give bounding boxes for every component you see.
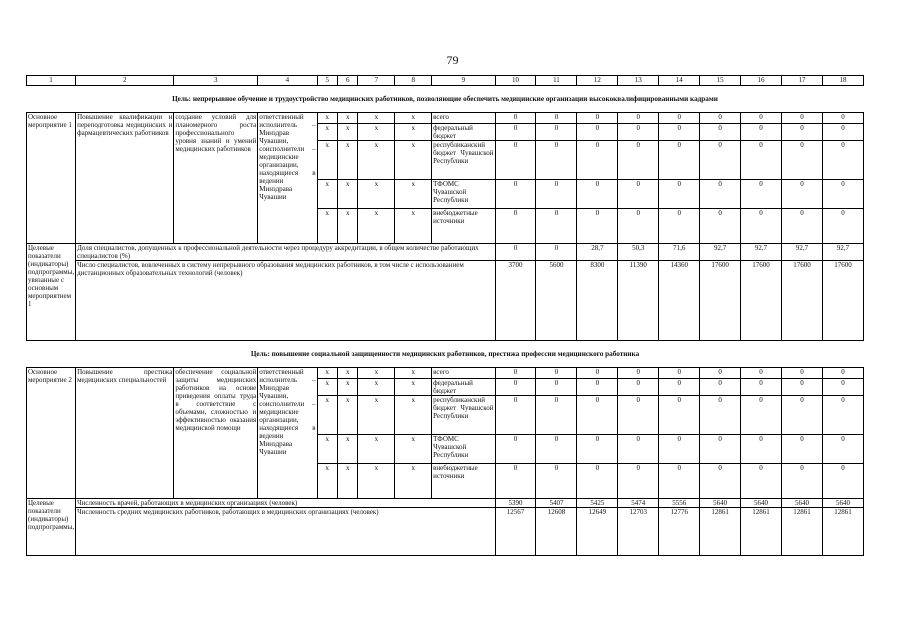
code-mark-cell: x [317,396,337,435]
indicator-row [27,499,864,508]
column-number-cell: 9 [432,76,495,86]
indicator-value: 12608 [536,508,577,556]
funding-value: 0 [822,209,863,244]
indicator-name: Доля специалистов, допущенных к профессиональной деятельности через процедуру аккредитации, в общем количестве работающих специалистов (%) [76,244,495,261]
code-mark-cell: x [317,141,337,180]
code-mark-cell: x [317,209,337,244]
funding-source: республиканский бюджет Чувашской Республики [432,141,495,180]
code-mark-cell: x [338,124,358,141]
code-mark-cell: x [358,124,395,141]
funding-value: 0 [659,435,700,464]
column-number-cell: 18 [822,76,863,86]
goal-title: Цель: повышение социальной защищенности медицинских работников, престижа профессии медицинского работника [27,341,864,368]
funding-value: 0 [577,180,618,209]
column-number-cell: 2 [76,76,174,86]
code-mark-cell: x [358,141,395,180]
funding-value: 0 [822,368,863,379]
code-mark-cell: x [358,379,395,396]
goal-title: Цель: непрерывное обучение и трудоустройство медицинских работников, позволяющие обеспечить медицинские организации высококвалифицированными кадрами [27,86,864,113]
funding-value: 0 [659,396,700,435]
column-number-cell: 14 [659,76,700,86]
funding-value: 0 [700,464,741,499]
indicator-value: 5640 [700,499,741,508]
funding-value: 0 [618,124,659,141]
indicator-value: 71,6 [659,244,700,261]
funding-value: 0 [536,379,577,396]
event-name: Основное мероприятие 2 [27,368,76,499]
funding-value: 0 [536,368,577,379]
indicator-name: Численность врачей, работающих в медицинских организациях (человек) [76,499,495,508]
code-mark-cell: x [358,368,395,379]
indicator-value: 17600 [782,261,823,341]
funding-value: 0 [700,180,741,209]
funding-value: 0 [822,180,863,209]
funding-value: 0 [536,124,577,141]
funding-source: внебюджетные источники [432,209,495,244]
funding-value: 0 [577,113,618,124]
indicator-value: 5600 [536,261,577,341]
indicator-value: 3700 [495,261,536,341]
funding-value: 0 [700,368,741,379]
code-mark-cell: x [338,464,358,499]
event-description: Повышение квалификации и переподготовка медицинских и фармацевтических работников [76,113,174,244]
funding-value: 0 [577,124,618,141]
goal-row [27,341,864,368]
funding-source: республиканский бюджет Чувашской Республики [432,396,495,435]
indicator-value: 92,7 [741,244,782,261]
funding-value: 0 [782,435,823,464]
funding-value: 0 [700,113,741,124]
indicator-value: 12776 [659,508,700,556]
funding-row [27,113,864,124]
column-number-cell: 17 [782,76,823,86]
funding-value: 0 [618,368,659,379]
column-number-row [27,76,864,86]
code-mark-cell: x [395,113,432,124]
indicator-value: 92,7 [822,244,863,261]
indicator-value: 12861 [822,508,863,556]
funding-value: 0 [700,379,741,396]
indicator-value: 8300 [577,261,618,341]
funding-value: 0 [577,464,618,499]
goal-row [27,86,864,113]
code-mark-cell: x [317,464,337,499]
code-mark-cell: x [395,180,432,209]
funding-value: 0 [782,396,823,435]
funding-value: 0 [822,396,863,435]
funding-value: 0 [822,113,863,124]
column-number-cell: 1 [27,76,76,86]
indicator-value: 12703 [618,508,659,556]
code-mark-cell: x [338,435,358,464]
funding-value: 0 [741,209,782,244]
funding-value: 0 [536,209,577,244]
funding-value: 0 [741,141,782,180]
funding-value: 0 [782,379,823,396]
code-mark-cell: x [338,379,358,396]
funding-value: 0 [495,379,536,396]
code-mark-cell: x [317,368,337,379]
column-number-cell: 6 [338,76,358,86]
funding-value: 0 [618,464,659,499]
indicator-row [27,508,864,556]
funding-value: 0 [495,464,536,499]
funding-value: 0 [495,368,536,379]
code-mark-cell: x [317,435,337,464]
indicator-value: 5640 [741,499,782,508]
indicator-value: 12861 [741,508,782,556]
column-number-cell: 3 [174,76,258,86]
funding-value: 0 [782,368,823,379]
funding-value: 0 [700,141,741,180]
funding-value: 0 [618,141,659,180]
code-mark-cell: x [358,396,395,435]
funding-value: 0 [822,379,863,396]
code-mark-cell: x [338,209,358,244]
code-mark-cell: x [317,124,337,141]
funding-value: 0 [741,435,782,464]
column-number-cell: 5 [317,76,337,86]
funding-value: 0 [536,180,577,209]
funding-value: 0 [618,435,659,464]
indicator-value: 5556 [659,499,700,508]
funding-value: 0 [822,124,863,141]
indicator-value: 5640 [822,499,863,508]
indicators-label: Целевые показатели (индикаторы) подпрограммы, [27,499,76,556]
event-result: обеспечение социальной защиты медицинских работников на основе приведения оплаты труда в соответствие с объемами, сложностью и эффективностью оказания медицинской помощи [174,368,258,499]
code-mark-cell: x [358,113,395,124]
funding-value: 0 [741,124,782,141]
funding-value: 0 [741,379,782,396]
code-mark-cell: x [395,379,432,396]
funding-value: 0 [618,379,659,396]
funding-value: 0 [659,124,700,141]
funding-value: 0 [536,435,577,464]
funding-source: всего [432,368,495,379]
event-result: создание условий для планомерного роста профессионального уровня знаний и умений медицинских работников [174,113,258,244]
indicator-value: 28,7 [577,244,618,261]
indicator-row [27,244,864,261]
indicator-value: 17600 [822,261,863,341]
funding-value: 0 [495,180,536,209]
funding-source: федеральный бюджет [432,124,495,141]
funding-value: 0 [822,435,863,464]
funding-value: 0 [659,180,700,209]
funding-value: 0 [659,141,700,180]
funding-value: 0 [577,396,618,435]
funding-value: 0 [700,396,741,435]
column-number-cell: 7 [358,76,395,86]
code-mark-cell: x [358,464,395,499]
code-mark-cell: x [395,209,432,244]
code-mark-cell: x [317,180,337,209]
funding-value: 0 [659,113,700,124]
indicator-value: 11390 [618,261,659,341]
funding-value: 0 [700,435,741,464]
code-mark-cell: x [395,396,432,435]
indicator-value: 0 [536,244,577,261]
column-number-cell: 11 [536,76,577,86]
indicator-value: 5474 [618,499,659,508]
funding-value: 0 [822,141,863,180]
funding-value: 0 [741,113,782,124]
funding-value: 0 [700,209,741,244]
funding-value: 0 [536,396,577,435]
funding-value: 0 [577,379,618,396]
funding-value: 0 [495,396,536,435]
funding-value: 0 [577,435,618,464]
funding-value: 0 [618,396,659,435]
indicator-value: 0 [495,244,536,261]
code-mark-cell: x [317,113,337,124]
indicator-value: 5407 [536,499,577,508]
funding-value: 0 [782,124,823,141]
column-number-cell: 8 [395,76,432,86]
funding-value: 0 [782,464,823,499]
funding-source: федеральный бюджет [432,379,495,396]
indicator-value: 14360 [659,261,700,341]
code-mark-cell: x [395,124,432,141]
indicator-value: 17600 [700,261,741,341]
page-number: 79 [446,53,459,67]
funding-value: 0 [782,141,823,180]
indicator-value: 12649 [577,508,618,556]
funding-value: 0 [741,396,782,435]
funding-value: 0 [495,209,536,244]
funding-value: 0 [536,464,577,499]
funding-value: 0 [659,368,700,379]
code-mark-cell: x [358,435,395,464]
indicator-value: 5390 [495,499,536,508]
funding-value: 0 [536,141,577,180]
funding-value: 0 [577,368,618,379]
funding-value: 0 [741,464,782,499]
column-number-cell: 15 [700,76,741,86]
code-mark-cell: x [338,396,358,435]
column-number-cell: 12 [577,76,618,86]
funding-value: 0 [741,180,782,209]
funding-source: ТФОМС Чувашской Республики [432,180,495,209]
code-mark-cell: x [317,379,337,396]
code-mark-cell: x [338,113,358,124]
column-number-cell: 13 [618,76,659,86]
indicator-name: Число специалистов, вовлеченных в систему непрерывного образования медицинских работников, в том числе с использованием дистанционных образовательных технологий (человек) [76,261,495,341]
code-mark-cell: x [395,464,432,499]
table-body [27,76,864,556]
funding-source: ТФОМС Чувашской Республики [432,435,495,464]
event-responsible: ответственный исполнитель – Минздрав Чувашии, соисполнители – медицинские организации, находящиеся в ведении Минздрава Чувашии [258,368,317,499]
column-number-cell: 4 [258,76,317,86]
indicator-value: 5640 [782,499,823,508]
column-number-cell: 10 [495,76,536,86]
column-number-cell: 16 [741,76,782,86]
funding-value: 0 [536,113,577,124]
funding-source: всего [432,113,495,124]
funding-row [27,368,864,379]
indicator-value: 92,7 [700,244,741,261]
code-mark-cell: x [395,141,432,180]
funding-value: 0 [618,209,659,244]
indicators-label: Целевые показатели (индикаторы) подпрограммы, увязанные с основным мероприятием 1 [27,244,76,341]
funding-value: 0 [659,209,700,244]
funding-value: 0 [495,141,536,180]
indicator-value: 12567 [495,508,536,556]
funding-value: 0 [822,464,863,499]
code-mark-cell: x [338,141,358,180]
indicator-value: 17600 [741,261,782,341]
funding-value: 0 [495,435,536,464]
indicator-value: 50,3 [618,244,659,261]
indicator-value: 12861 [782,508,823,556]
indicator-value: 92,7 [782,244,823,261]
funding-source: внебюджетные источники [432,464,495,499]
event-responsible: ответственный исполнитель – Минздрав Чувашии, соисполнители – медицинские организации, находящиеся в ведении Минздрава Чувашии [258,113,317,244]
funding-value: 0 [618,113,659,124]
funding-value: 0 [659,379,700,396]
funding-value: 0 [577,141,618,180]
event-name: Основное мероприятие 1 [27,113,76,244]
funding-value: 0 [659,464,700,499]
code-mark-cell: x [358,209,395,244]
indicator-value: 5425 [577,499,618,508]
funding-value: 0 [577,209,618,244]
funding-value: 0 [782,209,823,244]
indicator-name: Численность средних медицинских работников, работающих в медицинских организациях (человек) [76,508,495,556]
code-mark-cell: x [358,180,395,209]
event-description: Повышение престижа медицинских специальностей [76,368,174,499]
indicator-row [27,261,864,341]
indicator-value: 12861 [700,508,741,556]
program-table [26,75,864,556]
funding-value: 0 [782,113,823,124]
funding-value: 0 [618,180,659,209]
funding-value: 0 [700,124,741,141]
code-mark-cell: x [395,435,432,464]
code-mark-cell: x [395,368,432,379]
funding-value: 0 [495,113,536,124]
funding-value: 0 [782,180,823,209]
funding-value: 0 [741,368,782,379]
funding-value: 0 [495,124,536,141]
code-mark-cell: x [338,180,358,209]
code-mark-cell: x [338,368,358,379]
